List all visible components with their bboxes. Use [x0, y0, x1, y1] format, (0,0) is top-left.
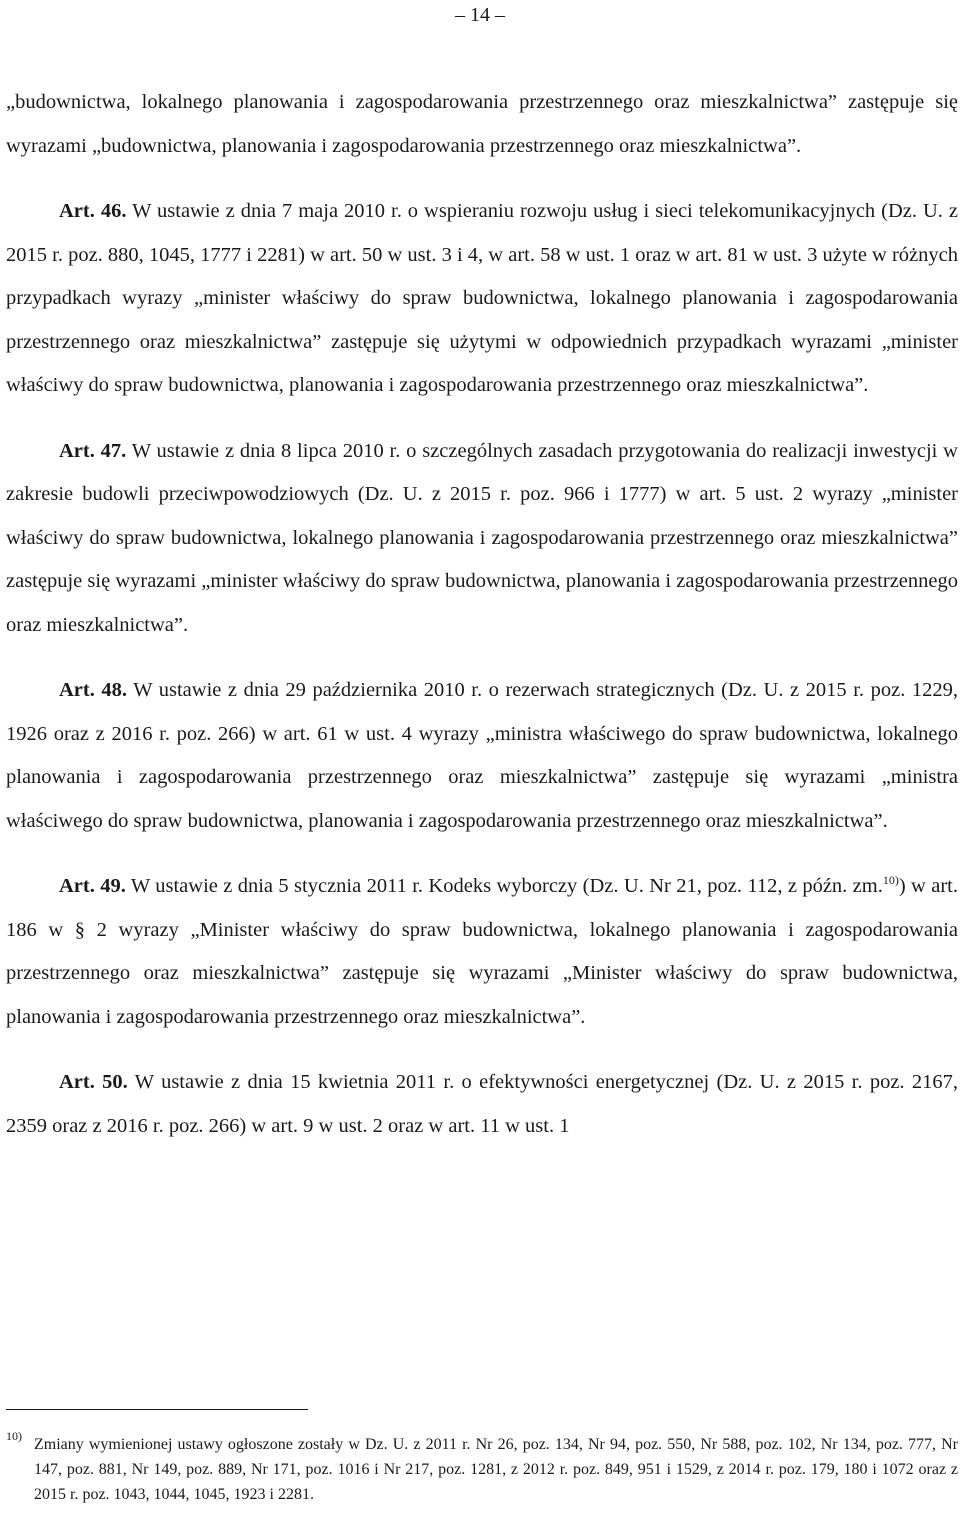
- paragraph-continuation: [6, 81, 958, 168]
- document-body: [6, 81, 958, 1148]
- article-label: Art. 46.: [59, 200, 127, 222]
- article-48: [6, 669, 958, 843]
- footnote: [6, 1429, 958, 1507]
- article-text-continued: ) w art. 186 w § 2 wyrazy „Minister właściwy do spraw budownictwa, lokalnego planowania i zagospodarowania przestrzennego oraz mieszkalnictwa” zastępuje się wyrazami „Minister właściwy do spraw budownictwa, planowania i zagospodarowania przestrzennego oraz mieszkalnictwa”.: [6, 875, 958, 1028]
- article-49: [6, 865, 958, 1039]
- footnote-reference[interactable]: 10): [882, 873, 899, 888]
- article-text: W ustawie z dnia 8 lipca 2010 r. o szczególnych zasadach przygotowania do realizacji inwestycji w zakresie budowli przeciwpowodziowych (Dz. U. z 2015 r. poz. 966 i 1777) w art. 5 ust. 2 wyrazy „minister właściwy do spraw budownictwa, lokalnego planowania i zagospodarowania przestrzennego oraz mieszkalnictwa” zastępuje się wyrazami „minister właściwy do spraw budownictwa, planowania i zagospodarowania przestrzennego oraz mieszkalnictwa”.: [6, 439, 958, 636]
- article-text: W ustawie z dnia 7 maja 2010 r. o wspieraniu rozwoju usług i sieci telekomunikacyjnych (Dz. U. z 2015 r. poz. 880, 1045, 1777 i 2281) w art. 50 w ust. 3 i 4, w art. 58 w ust. 1 oraz w art. 81 w ust. 3 użyte w różnych przypadkach wyrazy „minister właściwy do spraw budownictwa, lokalnego planowania i zagospodarowania przestrzennego oraz mieszkalnictwa” zastępuje się użytymi w odpowiednich przypadkach wyrazami „minister właściwy do spraw budownictwa, planowania i zagospodarowania przestrzennego oraz mieszkalnictwa”.: [6, 200, 959, 396]
- footnote-marker: 10): [6, 1429, 22, 1443]
- article-47: [6, 430, 958, 648]
- article-label: Art. 49.: [59, 875, 126, 897]
- article-label: Art. 48.: [59, 679, 128, 701]
- article-label: Art. 47.: [59, 439, 127, 462]
- article-50: [6, 1061, 958, 1148]
- paragraph-text: „budownictwa, lokalnego planowania i zagospodarowania przestrzennego oraz mieszkalnictwa” zastępuje się wyrazami „budownictwa, planowania i zagospodarowania przestrzennego oraz mieszkalnictwa”.: [6, 91, 958, 157]
- page-number: – 14 –: [455, 4, 505, 26]
- footnote-text: Zmiany wymienionej ustawy ogłoszone zostały w Dz. U. z 2011 r. Nr 26, poz. 134, Nr 94, poz. 550, Nr 588, poz. 102, Nr 134, poz. 777, Nr 147, poz. 881, Nr 149, poz. 889, Nr 171, poz. 1016 i Nr 217, poz. 1281, z 2012 r. poz. 849, 951 i 1529, z 2014 r. poz. 179, 180 i 1072 oraz z 2015 r. poz. 1043, 1044, 1045, 1923 i 2281.: [34, 1436, 958, 1503]
- article-text: W ustawie z dnia 5 stycznia 2011 r. Kodeks wyborczy (Dz. U. Nr 21, poz. 112, z późn. zm.: [125, 875, 883, 897]
- article-46: [6, 190, 958, 408]
- article-label: Art. 50.: [59, 1071, 128, 1093]
- article-text: W ustawie z dnia 15 kwietnia 2011 r. o efektywności energetycznej (Dz. U. z 2015 r. poz. 2167, 2359 oraz z 2016 r. poz. 266) w art. 9 w ust. 2 oraz w art. 11 w ust. 1: [6, 1071, 959, 1137]
- footnote-separator: [6, 1409, 308, 1410]
- article-text: W ustawie z dnia 29 października 2010 r. o rezerwach strategicznych (Dz. U. z 2015 r. poz. 1229, 1926 oraz z 2016 r. poz. 266) w art. 61 w ust. 4 wyrazy „ministra właściwego do spraw budownictwa, lokalnego planowania i zagospodarowania przestrzennego oraz mieszkalnictwa” zastępuje się wyrazami „ministra właściwego do spraw budownictwa, planowania i zagospodarowania przestrzennego oraz mieszkalnictwa”.: [6, 679, 958, 832]
